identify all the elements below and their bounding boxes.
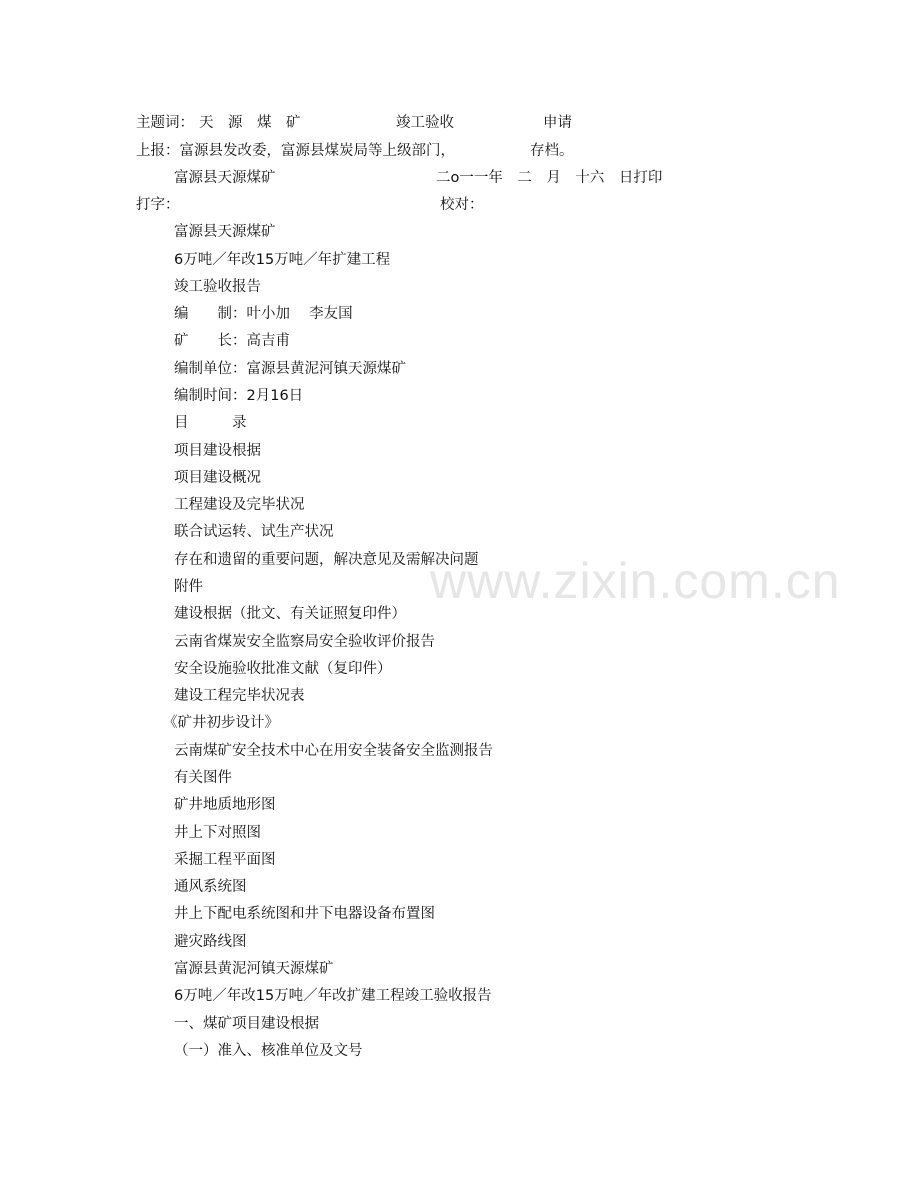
print-date: 二o一一年 二 月 十六 日打印 [436,170,663,186]
attachment-item: 建设根据（批文、有关证照复印件） [174,606,406,622]
cover-org: 富源县天源煤矿 [174,224,276,240]
figure-item: 井上下配电系统图和井下电器设备布置图 [174,906,435,922]
report-to-line: 上报：富源县发改委，富源县煤炭局等上级部门， [136,143,455,159]
figure-item: 采掘工程平面图 [174,852,276,868]
figure-item: 井上下对照图 [174,825,261,841]
toc-item: 项目建设概况 [174,470,261,486]
watermark: www.zixin.com.cn [430,553,841,609]
attachment-item: 云南省煤炭安全监察局安全验收评价报告 [174,634,435,650]
archive-text: 存档。 [530,143,574,159]
toc-title: 目 录 [174,415,247,431]
cover-compiler: 编 制：叶小加 李友国 [174,306,353,322]
figure-item: 矿井地质地形图 [174,797,276,813]
toc-item: 联合试运转、试生产状况 [174,524,334,540]
figure-item: 通风系统图 [174,879,247,895]
attachment-item: 建设工程完毕状况表 [174,688,305,704]
cover-unit: 编制单位：富源县黄泥河镇天源煤矿 [174,361,406,377]
figures-label: 有关图件 [174,770,232,786]
issuer-org: 富源县天源煤矿 [174,170,276,186]
subject-word-mine: 天 源 煤 矿 [199,115,301,131]
attachment-item: 《矿井初步设计》 [163,715,279,731]
cover-project: 6万吨／年改15万吨／年扩建工程 [174,252,391,268]
subject-word-acceptance: 竣工验收 [396,115,454,131]
cover-doc-title: 竣工验收报告 [174,279,261,295]
subsection-heading: （一）准入、核准单位及文号 [174,1043,363,1059]
attachments-label: 附件 [174,579,203,595]
cover-time: 编制时间：2月16日 [174,388,304,404]
body-org: 富源县黄泥河镇天源煤矿 [174,961,334,977]
cover-mine-head: 矿 长：高吉甫 [174,333,290,349]
attachment-item: 安全设施验收批准文献（复印件） [174,661,392,677]
body-title: 6万吨／年改15万吨／年改扩建工程竣工验收报告 [174,988,492,1004]
subject-label: 主题词： [136,115,194,131]
subject-word-apply: 申请 [543,115,572,131]
toc-item: 工程建设及完毕状况 [174,497,305,513]
toc-item: 项目建设根据 [174,443,261,459]
section-heading: 一、煤矿项目建设根据 [174,1016,319,1032]
typist-label: 打字： [136,197,180,213]
attachment-item: 云南煤矿安全技术中心在用安全装备安全监测报告 [174,743,493,759]
proofreader-label: 校对： [440,197,484,213]
toc-item: 存在和遗留的重要问题，解决意见及需解决问题 [174,552,479,568]
figure-item: 避灾路线图 [174,934,247,950]
